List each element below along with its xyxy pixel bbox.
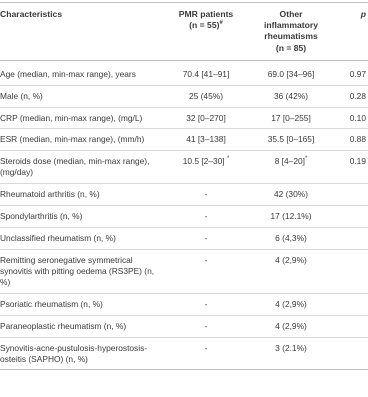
row-label: Male (n, %)	[0, 90, 43, 101]
row-pmr-text: 25 (45%)	[189, 90, 223, 101]
row-pmr-text: -	[204, 211, 208, 222]
row-pmr-text: -	[204, 254, 208, 265]
header-p-value: p	[360, 9, 366, 19]
table-row	[0, 249, 368, 293]
row-pmr-value	[166, 337, 246, 370]
header-pmr-line1: PMR patients	[178, 9, 234, 19]
characteristics-table	[0, 2, 368, 370]
row-label: Age (median, min-max range), years	[0, 68, 136, 79]
row-other-text: 17 (12.1%)	[270, 211, 312, 222]
table-row	[0, 85, 368, 107]
row-pmr-text: 41 [3–138]	[186, 134, 226, 145]
row-pmr-text: 10.5 [2–30]	[182, 156, 225, 167]
row-other-value	[246, 184, 336, 206]
row-other-value	[246, 206, 336, 228]
row-pmr-value	[166, 129, 246, 151]
row-pmr-value	[166, 151, 246, 184]
row-label: Psoriatic rheumatism (n, %)	[0, 298, 103, 309]
row-other-value	[246, 151, 336, 184]
row-p-value: 0.28	[349, 90, 366, 101]
row-other-value	[246, 315, 336, 337]
table-row	[0, 129, 368, 151]
row-pmr-value	[166, 85, 246, 107]
row-label: Rheumatoid arthritis (n, %)	[0, 189, 100, 200]
header-pmr-mark: #	[219, 20, 223, 27]
row-other-text: 42 (30%)	[274, 189, 308, 200]
row-other-value	[246, 249, 336, 293]
row-other-text: 4 (2,9%)	[275, 254, 307, 265]
row-pmr-text: -	[204, 320, 208, 331]
row-other-text: 36 (42%)	[274, 90, 308, 101]
header-characteristics: Characteristics	[0, 9, 63, 19]
header-other-line4: (n = 85)	[275, 42, 307, 53]
row-pmr-text: 70.4 [41–91]	[182, 68, 230, 79]
row-pmr-value	[166, 228, 246, 250]
row-label: Synovitis-acne-pustulosis-hyperostosis-osteitis (SAPHO) (n, %)	[0, 342, 148, 364]
table-row	[0, 151, 368, 184]
row-p-value	[336, 337, 368, 370]
table-row	[0, 107, 368, 129]
table-header	[0, 3, 368, 61]
table-body	[0, 60, 368, 370]
row-p-value	[336, 293, 368, 315]
row-label: CRP (median, min-max range), (mg/L)	[0, 112, 143, 123]
row-p-value	[336, 228, 368, 250]
row-p-value	[336, 184, 368, 206]
header-other-line1: Other	[279, 9, 303, 19]
row-other-value	[246, 228, 336, 250]
row-pmr-text: -	[204, 342, 208, 353]
row-label: Remitting seronegative symmetrical synovitis with pitting oedema (RS3PE) (n, %)	[0, 254, 155, 287]
row-other-text: 17 [0–255]	[271, 112, 311, 123]
row-other-text: 4 (2,9%)	[275, 320, 307, 331]
table-row	[0, 337, 368, 370]
characteristics-table-container	[0, 2, 368, 397]
row-pmr-value	[166, 249, 246, 293]
row-pmr-text: -	[204, 189, 208, 200]
row-p-value	[336, 249, 368, 293]
table-row	[0, 315, 368, 337]
row-other-value	[246, 60, 336, 85]
row-label: Spondylarthritis (n, %)	[0, 211, 83, 222]
header-pmr-line2: (n = 55)	[189, 20, 220, 31]
row-p-value: 0.97	[349, 68, 366, 79]
table-row	[0, 184, 368, 206]
row-pmr-value	[166, 107, 246, 129]
row-label: Paraneoplastic rheumatism (n, %)	[0, 320, 127, 331]
header-row	[0, 3, 368, 61]
table-row	[0, 293, 368, 315]
row-pmr-text: -	[204, 233, 208, 244]
row-label: Steroids dose (median, min-max range), (mg/day)	[0, 156, 150, 178]
row-other-mark: *	[304, 156, 308, 163]
row-other-text: 4 (2,9%)	[275, 298, 307, 309]
row-other-value	[246, 337, 336, 370]
row-pmr-value	[166, 293, 246, 315]
table-row	[0, 60, 368, 85]
row-other-value	[246, 129, 336, 151]
row-label: Unclassified rheumatism (n, %)	[0, 233, 116, 244]
header-other-line3: rheumatisms	[264, 31, 318, 42]
row-other-value	[246, 85, 336, 107]
table-row	[0, 206, 368, 228]
row-other-text: 35.5 [0–165]	[267, 134, 315, 145]
row-p-value: 0.10	[349, 112, 366, 123]
header-other-line2: inflammatory	[264, 20, 318, 31]
row-pmr-value	[166, 315, 246, 337]
row-other-text: 3 (2.1%)	[275, 342, 307, 353]
header-other-rheumatisms	[246, 3, 336, 61]
row-other-value	[246, 293, 336, 315]
row-other-text: 6 (4,3%)	[275, 233, 307, 244]
row-other-text: 69.0 [34–96]	[267, 68, 315, 79]
row-pmr-mark: *	[226, 156, 230, 163]
row-other-text: 8 [4–20]	[274, 156, 305, 167]
row-p-value: 0.88	[349, 134, 366, 145]
header-pmr-patients	[166, 3, 246, 61]
row-pmr-value	[166, 206, 246, 228]
row-pmr-value	[166, 60, 246, 85]
table-row	[0, 228, 368, 250]
row-pmr-text: -	[204, 298, 208, 309]
row-pmr-value	[166, 184, 246, 206]
row-p-value: 0.19	[349, 156, 366, 167]
row-p-value	[336, 315, 368, 337]
row-pmr-text: 32 [0–270]	[186, 112, 226, 123]
row-p-value	[336, 206, 368, 228]
row-label: ESR (median, min-max range), (mm/h)	[0, 134, 145, 145]
row-other-value	[246, 107, 336, 129]
